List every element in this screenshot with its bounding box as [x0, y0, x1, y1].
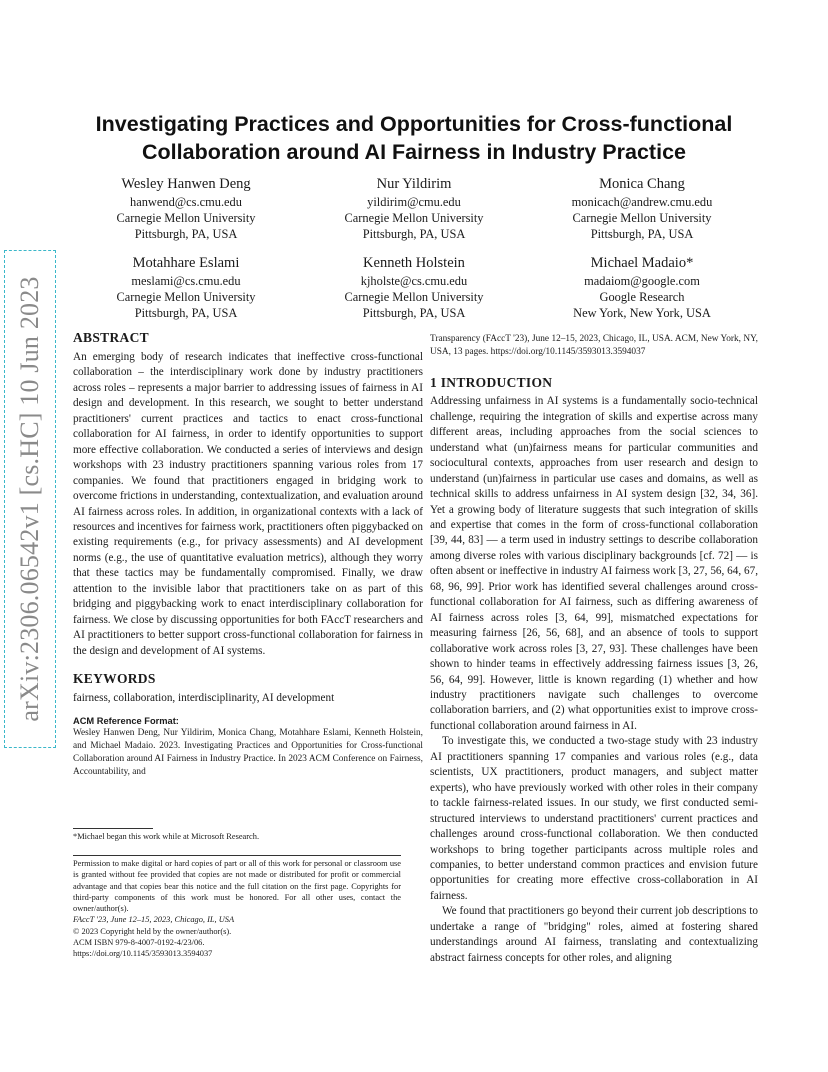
doi-link[interactable]: https://doi.org/10.1145/3593013.3594037 — [73, 949, 213, 959]
abstract-text: An emerging body of research indicates that ineffective cross-functional collaboration – the interdisciplinary work done by industry practitioners across roles – represents a major barrier to addressing issues of fairness in AI design and development. In this research, we sought to better understand practitioners' current practices and tactics to enact cross-functional collaboration for AI fairness, in order to identify opportunities to support more effective collaboration. We conducted a series of interviews and design workshops with 23 industry practitioners spanning various roles from 17 companies. We found that practitioners engaged in bridging work to overcome frictions in understanding, contextualization, and evaluation around AI fairness across roles. In addition, in organizational contexts with a lack of resources and incentives for fairness work, practitioners often piggybacked on existing requirements (e.g., for privacy assessments) and AI development norms (e.g., the use of quantitative evaluation metrics), although they worry that these tactics may be fundamentally compromised. Finally, we draw attention to the invisible labor that practitioners take on as part of this bridging and piggybacking work to enact interdisciplinary collaboration for fairness. We close by discussing opportunities for both FAccT researchers and AI practitioners to better support cross-functional collaboration for fairness in the design and development of AI systems. — [73, 351, 423, 657]
author-affiliation: Carnegie Mellon University — [572, 211, 712, 225]
paper-title: Investigating Practices and Opportunities for Cross-functional Collaboration around AI Fairness in Industry Practice — [95, 112, 733, 164]
author-location: Pittsburgh, PA, USA — [590, 227, 694, 241]
author-location: Pittsburgh, PA, USA — [362, 227, 466, 241]
author-location: New York, New York, USA — [573, 306, 711, 320]
permission-text: Permission to make digital or hard copies of part or all of this work for personal or classroom use is granted without fee provided that copies are not made or distributed for profit or commercial advantage and that copies bear this notice and the full citation on the first page. Copyrights for third-party components of this work must be honored. For all other uses, contact the owner/author(s). — [73, 859, 401, 914]
author-location: Pittsburgh, PA, USA — [362, 306, 466, 320]
footnote-divider — [73, 828, 153, 829]
permission-block — [73, 858, 401, 960]
author-card — [300, 254, 528, 321]
keywords-heading: KEYWORDS — [73, 671, 156, 687]
author-email: madaiom@google.com — [584, 274, 700, 288]
author-footnote: *Michael began this work while at Microsoft Research. — [73, 832, 260, 841]
isbn-line: ACM ISBN 979-8-4007-0192-4/23/06. — [73, 938, 205, 948]
copyright-line: © 2023 Copyright held by the owner/author(s). — [73, 926, 232, 936]
author-email: hanwend@cs.cmu.edu — [130, 195, 242, 209]
author-affiliation: Carnegie Mellon University — [344, 211, 484, 225]
author-email: monicach@andrew.cmu.edu — [571, 195, 713, 209]
abstract-heading: ABSTRACT — [73, 330, 149, 345]
author-email: meslami@cs.cmu.edu — [131, 274, 241, 288]
author-name: Motahhare Eslami — [132, 255, 240, 271]
acm-reference-heading: ACM Reference Format: — [73, 715, 179, 726]
keywords-text: fairness, collaboration, interdisciplinarity, AI development — [73, 692, 335, 705]
author-affiliation: Carnegie Mellon University — [116, 211, 256, 225]
author-name: Michael Madaio* — [590, 255, 694, 271]
author-affiliation: Carnegie Mellon University — [116, 290, 256, 304]
author-location: Pittsburgh, PA, USA — [134, 227, 238, 241]
introduction-paragraph: To investigate this, we conducted a two-stage study with 23 industry AI practitioners spanning 17 companies and various roles (e.g., data scientists, UX practitioners, product managers, and subject matter experts), who have previously worked with other roles in their company to tackle fairness-related issues. In our study, we first conducted semi-structured interviews to understand practitioners' current practices and challenges around cross-functional collaboration. We then conducted workshops to bring together participants across multiple roles and companies, to better understand common practices and envision future opportunities for creating more effective cross-collaboration in AI fairness. — [430, 735, 758, 902]
acm-reference-continued: Transparency (FAccT '23), June 12–15, 2023, Chicago, IL, USA. ACM, New York, NY, USA, 13 pages. https://doi.org/10.1145/3593013.3594037 — [430, 334, 758, 358]
right-column — [430, 333, 758, 966]
author-email: yildirim@cmu.edu — [367, 195, 461, 209]
introduction-paragraph: We found that practitioners go beyond their current job descriptions to undertake a range of "bridging" roles, aimed at fostering shared understandings around AI fairness, translating and contextualizing abstract fairness concepts for other roles, and aligning — [430, 905, 758, 964]
arxiv-stamp[interactable] — [4, 250, 56, 748]
author-name: Nur Yildirim — [376, 176, 452, 192]
conference-line: FAccT '23, June 12–15, 2023, Chicago, IL, USA — [73, 915, 235, 925]
author-name: Wesley Hanwen Deng — [121, 176, 251, 192]
author-affiliation: Google Research — [599, 290, 685, 304]
introduction-heading: 1 INTRODUCTION — [430, 375, 553, 391]
author-name: Monica Chang — [599, 176, 685, 192]
author-card — [528, 254, 756, 321]
author-location: Pittsburgh, PA, USA — [134, 306, 238, 320]
author-card — [300, 175, 528, 242]
author-name: Kenneth Holstein — [363, 255, 465, 271]
introduction-paragraph: Addressing unfairness in AI systems is a fundamentally socio-technical challenge, requiring the integration of skills and expertise across many different areas, including approaches from the social sciences to understand what (un)fairness means for particular communities and sociocultural contexts, approaches from user research and design to understand (un)fairness in particular use cases and domains, as well as technical skills to address unfairness in AI system design [32, 34, 36]. Yet a growing body of literature suggests that such integration of skills and expertise that comes in the form of cross-functional collaboration [39, 44, 83] — a term used in industry settings to describe collaboration among diverse roles with various disciplinary backgrounds [cf. 72] — is often absent or ineffective in industry AI fairness work [3, 27, 56, 64, 67, 68, 96, 99]. Prior work has identified several challenges around cross-functional collaboration for AI fairness, such as differing awareness of AI fairness across roles [3, 64, 99], mismatched expectations for measuring fairness [26, 56, 68], and an absence of tools to support collaborative work across roles [3, 27, 93]. These challenges have been shown to hinder teams in effectively addressing fairness issues [3, 26, 56, 64, 99]. However, little is known regarding (1) whether and how industry practitioners navigate such challenges to overcome collaboration barriers, and (2) what opportunities exist to improve cross-functional collaboration around fairness in AI. — [430, 395, 758, 732]
author-card — [72, 175, 300, 242]
author-email: kjholste@cs.cmu.edu — [360, 274, 468, 288]
author-card — [72, 254, 300, 321]
author-affiliation: Carnegie Mellon University — [344, 290, 484, 304]
arxiv-stamp-text: arXiv:2306.06542v1 [cs.HC] 10 Jun 2023 — [15, 276, 44, 722]
permission-divider — [73, 855, 401, 856]
author-card — [528, 175, 756, 242]
left-column — [73, 330, 423, 779]
acm-reference-text: Wesley Hanwen Deng, Nur Yildirim, Monica Chang, Motahhare Eslami, Kenneth Holstein, and Michael Madaio. 2023. Investigating Practices and Opportunities for Cross-functional Collaboration around AI Fairness in Industry Practice. In 2023 ACM Conference on Fairness, Accountability, and — [73, 727, 423, 778]
